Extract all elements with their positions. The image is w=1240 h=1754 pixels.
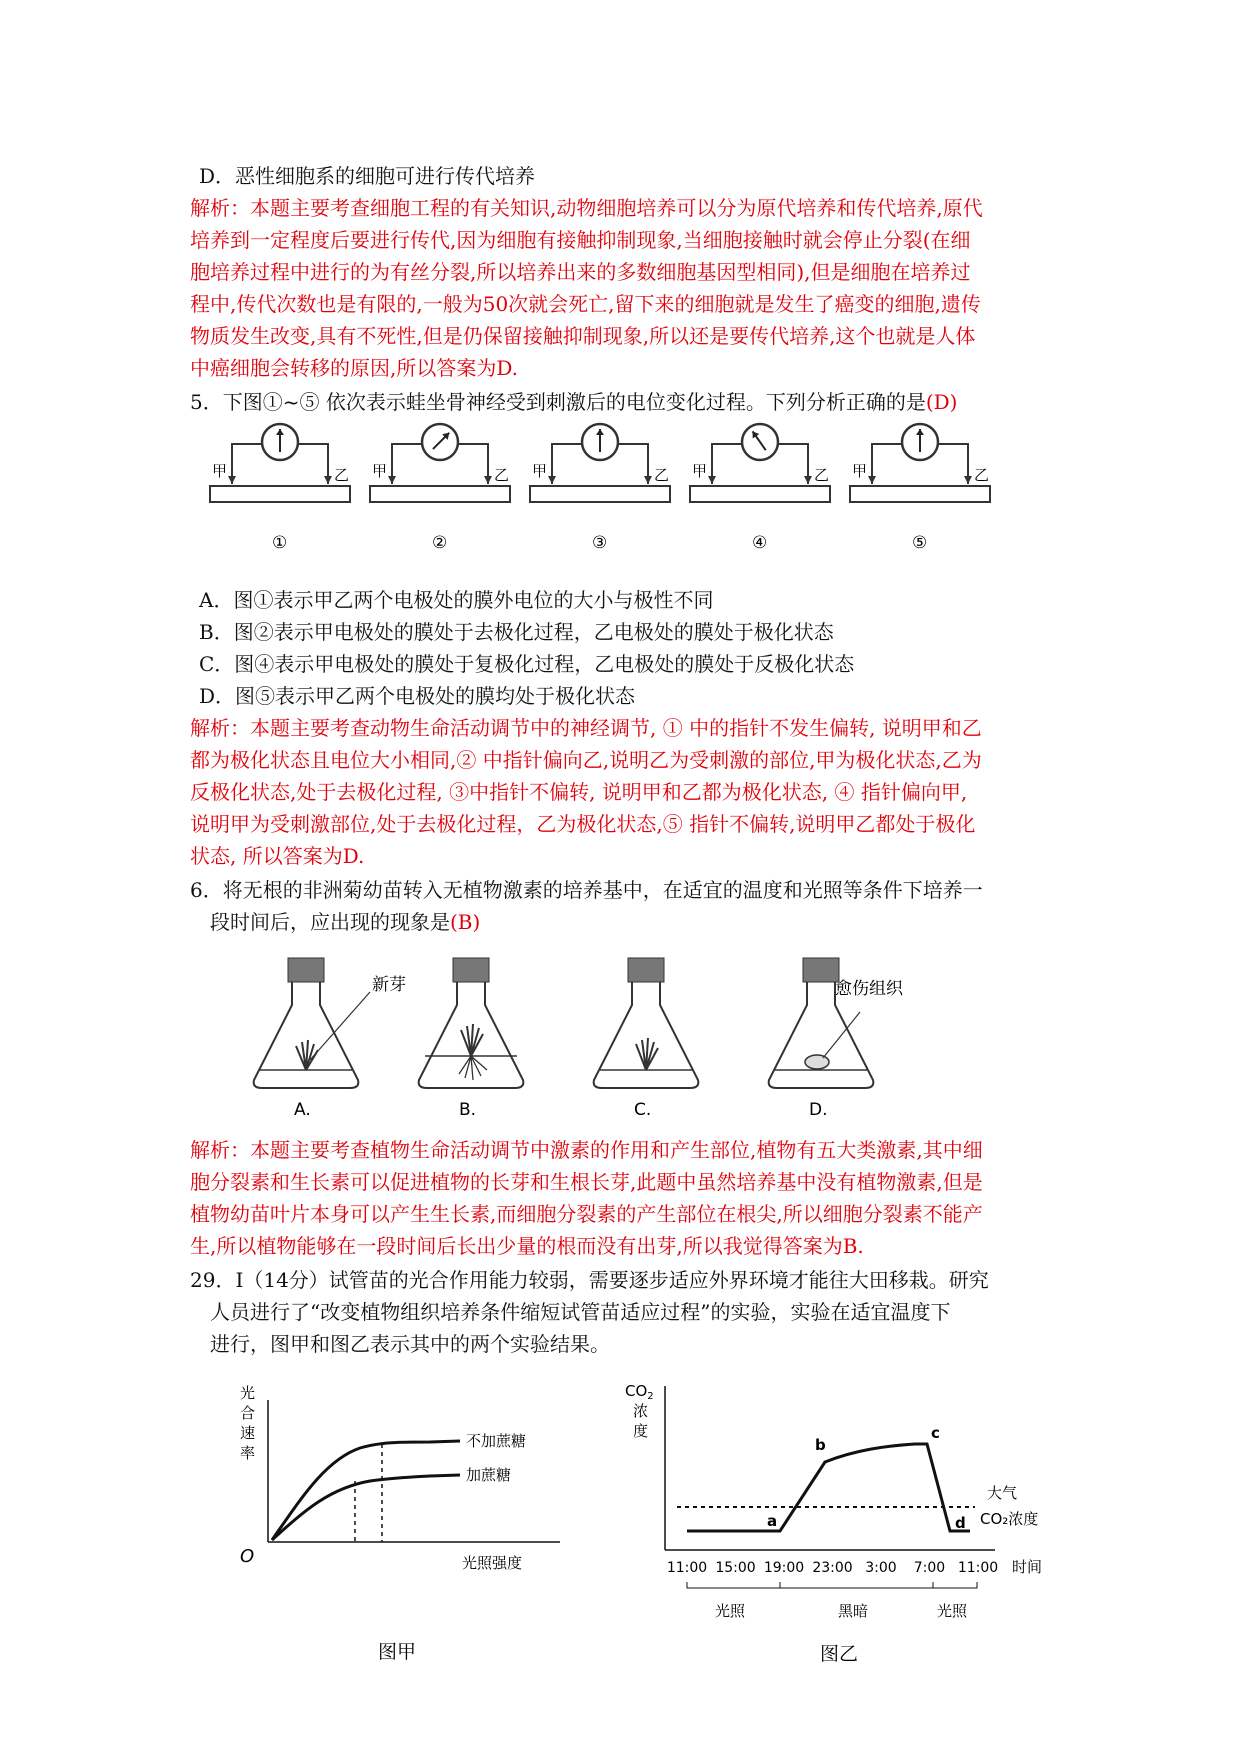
x-tick-label: 11:00 (666, 1560, 708, 1576)
period-bracket-light (687, 1582, 780, 1588)
x-tick-label: 7:00 (913, 1560, 946, 1576)
ylabel-char: 率 (240, 1444, 256, 1462)
flask-d (769, 958, 904, 1120)
prev-analysis-line: 培养到一定程度后要进行传代,因为细胞有接触抑制现象,当细胞接触时就会停止分裂(在细 (190, 228, 971, 252)
reference-label: 大气 (987, 1484, 1018, 1502)
chart-yi (615, 1380, 1075, 1670)
point-d: d (955, 1514, 966, 1532)
q5-option-d: D．图⑤表示甲乙两个电极处的膜均处于极化状态 (199, 684, 636, 708)
wire-left (392, 444, 422, 484)
x-tick-labels (667, 1560, 998, 1576)
period-label: 光照 (937, 1602, 968, 1620)
electrode-panel (690, 424, 830, 553)
electrode-label-right: 乙 (814, 466, 830, 484)
q6-analysis-line: 胞分裂素和生长素可以促进植物的长芽和生根长芽,此题中虽然培养基中没有植物激素,但是 (190, 1170, 983, 1194)
q6-stem-line2 (210, 906, 480, 938)
y-axis-label (240, 1384, 260, 1462)
q5-option-b: B．图②表示甲电极处的膜处于去极化过程，乙电极处的膜处于极化状态 (199, 620, 834, 644)
flask-a (254, 958, 406, 1120)
wire-left (872, 444, 902, 484)
electrode-tip-left (228, 476, 236, 484)
wire-right (938, 444, 968, 484)
panel-number: ④ (752, 533, 768, 553)
q6-analysis-line: 植物幼苗叶片本身可以产生生长素,而细胞分裂素的产生部位在根尖,所以细胞分裂素不能产 (190, 1202, 983, 1226)
electrode-label-left: 甲 (372, 462, 388, 480)
q29-stem-line: 29．I（14分）试管苗的光合作用能力较弱，需要逐步适应外界环境才能往大田移栽。研究 (190, 1268, 989, 1292)
ylabel-char: 浓 (633, 1402, 649, 1420)
period-label: 黑暗 (838, 1602, 869, 1620)
x-tick-label: 11:00 (957, 1560, 999, 1576)
wire-left (232, 444, 262, 484)
electrode-tip-right (324, 476, 332, 484)
electrode-panel (370, 424, 510, 553)
flask-b (419, 958, 524, 1120)
electrode-panel (210, 424, 350, 553)
flask-label-d: D. (809, 1100, 828, 1120)
x-tick-label: 23:00 (812, 1560, 853, 1576)
point-a: a (767, 1512, 778, 1530)
point-b: b (815, 1436, 826, 1454)
wire-left (712, 444, 742, 484)
q5-analysis-line: 都为极化状态且电位大小相同,② 中指针偏向乙,说明乙为受刺激的部位,甲为极化状态,乙为 (190, 748, 982, 772)
electrode-panel (850, 424, 990, 553)
q5-analysis-line: 解析：本题主要考查动物生命活动调节中的神经调节, ① 中的指针不发生偏转, 说明甲和乙 (190, 716, 982, 740)
panel-number: ③ (592, 533, 608, 553)
flask-c (594, 958, 699, 1120)
q6-answer: (B) (450, 910, 481, 934)
prev-analysis-line: 程中,传代次数也是有限的,一般为50次就会死亡,留下来的细胞就是发生了癌变的细胞,遗传 (190, 292, 981, 316)
reference-label-2: CO₂浓度 (980, 1510, 1039, 1528)
prev-analysis-line: 解析：本题主要考查细胞工程的有关知识,动物细胞培养可以分为原代培养和传代培养,原代 (190, 196, 983, 220)
nerve-fiber (370, 486, 510, 502)
electrode-label-right: 乙 (974, 466, 990, 484)
q6-analysis-line: 生,所以植物能够在一段时间后长出少量的根而没有出芽,所以我觉得答案为B. (190, 1234, 864, 1258)
series-line-sucrose (272, 1475, 460, 1540)
q5-electrode-figure (200, 418, 1080, 558)
chart-jia (230, 1380, 570, 1670)
series-label-sucrose: 加蔗糖 (466, 1466, 512, 1484)
prev-analysis-line: 胞培养过程中进行的为有丝分裂,所以培养出来的多数细胞基因型相同),但是细胞在培养过 (190, 260, 971, 284)
electrode-tip-left (708, 476, 716, 484)
period-label: 光照 (715, 1602, 746, 1620)
electrode-label-right: 乙 (334, 466, 350, 484)
period-bracket-dark (780, 1582, 933, 1588)
q5-answer: (D) (925, 390, 958, 414)
prev-option-d: D．恶性细胞系的细胞可进行传代培养 (199, 164, 536, 188)
nerve-fiber (690, 486, 830, 502)
electrode-label-left: 甲 (852, 462, 868, 480)
electrode-label-right: 乙 (654, 466, 670, 484)
label-bud: 新芽 (372, 975, 406, 995)
ylabel-char: 合 (240, 1404, 256, 1422)
point-c: c (931, 1424, 940, 1442)
x-tick-label: 3:00 (865, 1560, 897, 1576)
co2-curve (687, 1444, 970, 1531)
nerve-fiber (530, 486, 670, 502)
q5-option-c: C．图④表示甲电极处的膜处于复极化过程，乙电极处的膜处于反极化状态 (199, 652, 855, 676)
ylabel-char: 速 (240, 1424, 256, 1442)
x-axis-label: 时间 (1012, 1558, 1043, 1576)
electrode-tip-right (484, 476, 492, 484)
panel-number: ② (432, 533, 448, 553)
chart-caption: 图乙 (820, 1643, 859, 1665)
electrode-panel (530, 424, 670, 553)
ylabel-char: 度 (633, 1422, 649, 1440)
wire-left (552, 444, 582, 484)
label-callus: 愈伤组织 (835, 979, 903, 999)
q29-stem-line: 人员进行了“改变植物组织培养条件缩短试管苗适应过程”的实验，实验在适宜温度下 (210, 1300, 951, 1324)
x-tick-label: 19:00 (763, 1560, 805, 1576)
ylabel-char: 光 (240, 1384, 256, 1402)
chart-caption: 图甲 (378, 1641, 417, 1663)
electrode-tip-left (548, 476, 556, 484)
q6-stem-line1: 6．将无根的非洲菊幼苗转入无植物激素的培养基中，在适宜的温度和光照等条件下培养一 (190, 878, 983, 902)
electrode-label-left: 甲 (692, 462, 708, 480)
x-tick-label: 15:00 (715, 1560, 756, 1576)
q29-stem-line: 进行，图甲和图乙表示其中的两个实验结果。 (210, 1332, 610, 1356)
electrode-tip-right (964, 476, 972, 484)
q5-analysis-line: 反极化状态,处于去极化过程, ③中指针不偏转, 说明甲和乙都为极化状态, ④ 指针偏向甲, (190, 780, 968, 804)
q5-stem (190, 386, 957, 418)
wire-right (618, 444, 648, 484)
q6-analysis-line: 解析：本题主要考查植物生命活动调节中激素的作用和产生部位,植物有五大类激素,其中细 (190, 1138, 983, 1162)
electrode-tip-right (804, 476, 812, 484)
panel-number: ① (272, 533, 288, 553)
nerve-fiber (850, 486, 990, 502)
flask-label-b: B. (459, 1100, 477, 1120)
electrode-tip-left (388, 476, 396, 484)
series-line-no-sucrose (272, 1441, 460, 1540)
electrode-label-left: 甲 (212, 462, 228, 480)
prev-analysis-line: 物质发生改变,具有不死性,但是仍保留接触抑制现象,所以还是要传代培养,这个也就是人体 (190, 324, 976, 348)
q5-analysis-line: 状态, 所以答案为D. (190, 844, 365, 868)
series-label-no-sucrose: 不加蔗糖 (466, 1432, 527, 1450)
panel-number: ⑤ (912, 533, 928, 553)
wire-right (778, 444, 808, 484)
wire-right (298, 444, 328, 484)
electrode-label-left: 甲 (532, 462, 548, 480)
y-axis-label: $CO_2$ (625, 1382, 654, 1402)
q5-stem-text: 5．下图①~⑤ 依次表示蛙坐骨神经受到刺激后的电位变化过程。下列分析正确的是 (190, 390, 926, 414)
electrode-tip-right (644, 476, 652, 484)
flask-label-c: C. (634, 1100, 652, 1120)
q6-flask-figure (240, 950, 920, 1120)
q6-stem-text: 段时间后，应出现的现象是 (210, 910, 450, 934)
nerve-fiber (210, 486, 350, 502)
electrode-tip-left (868, 476, 876, 484)
flask-label-a: A. (294, 1100, 311, 1120)
electrode-label-right: 乙 (494, 466, 510, 484)
q5-option-a: A．图①表示甲乙两个电极处的膜外电位的大小与极性不同 (199, 588, 714, 612)
origin-label: O (240, 1546, 255, 1567)
period-bracket-light2 (933, 1582, 977, 1588)
x-axis-label: 光照强度 (462, 1554, 523, 1572)
wire-right (458, 444, 488, 484)
prev-analysis-line: 中癌细胞会转移的原因,所以答案为D. (190, 356, 519, 380)
q5-analysis-line: 说明甲为受刺激部位,处于去极化过程，乙为极化状态,⑤ 指针不偏转,说明甲乙都处于极化 (190, 812, 976, 836)
